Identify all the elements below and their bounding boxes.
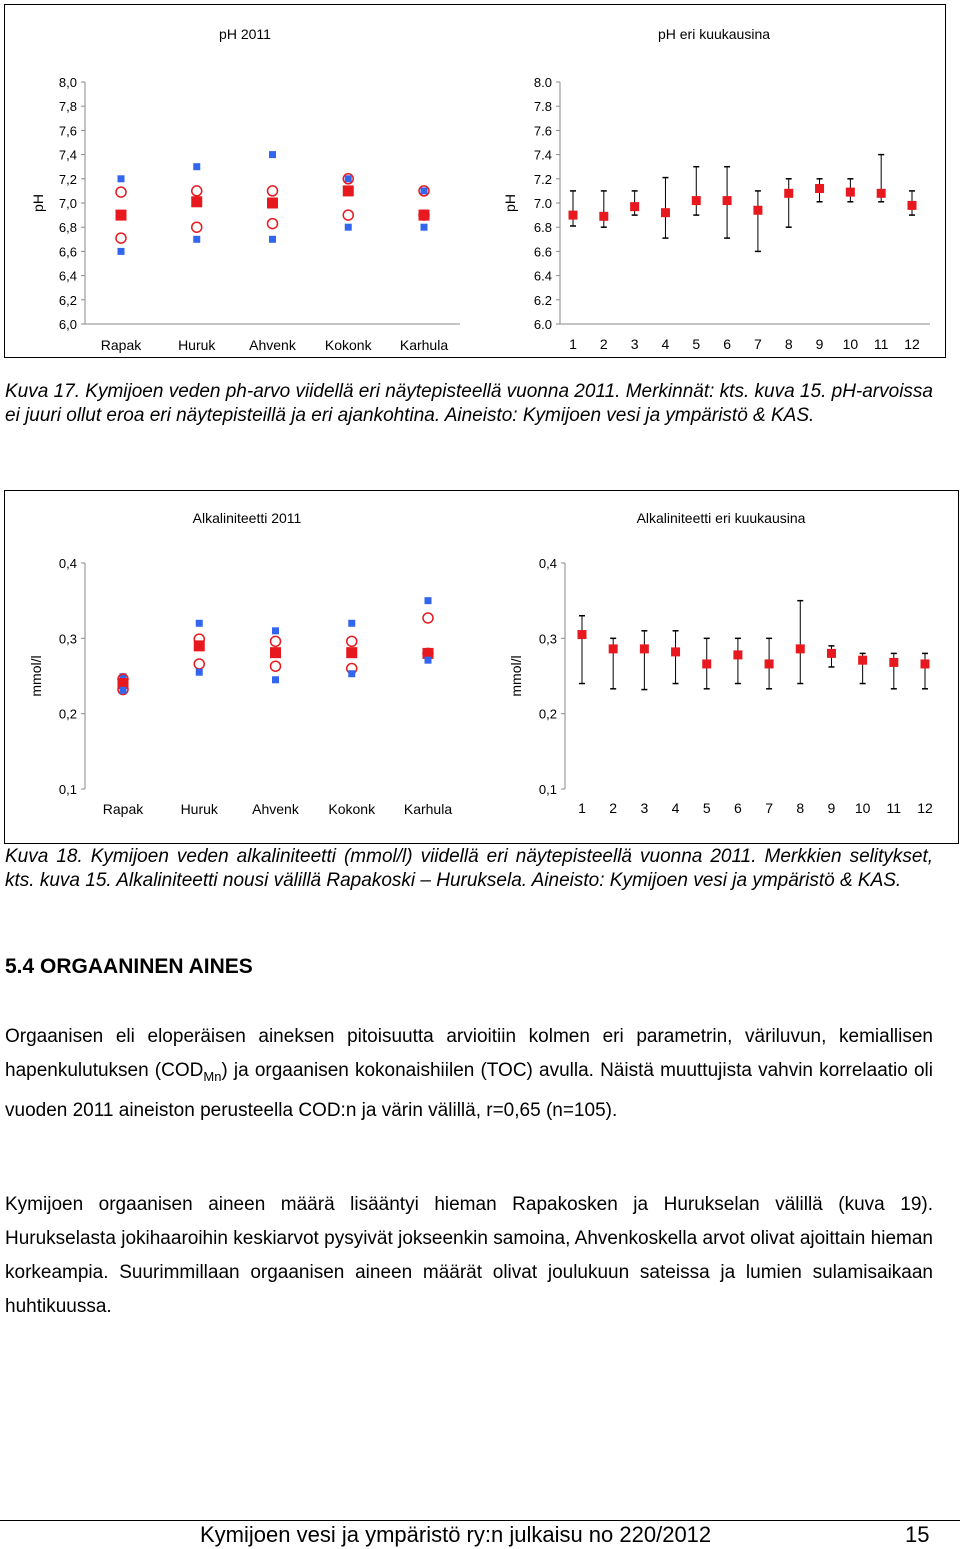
data-point-upper-quartile [271, 636, 281, 646]
data-point-lower-quartile [192, 222, 202, 232]
y-tick-label: 0,3 [538, 631, 557, 647]
x-tick-label: Rapak [100, 337, 142, 353]
x-tick-label: Ahvenk [249, 337, 296, 353]
figure-17-charts [5, 5, 945, 357]
x-tick-label: Kokonk [328, 801, 376, 817]
data-point-mean [733, 650, 742, 659]
x-tick-label: 2 [609, 800, 618, 816]
data-point-mean [578, 630, 587, 639]
paragraph-1-rest: ) ja orgaanisen kokonaishiilen (TOC) avulla. Näistä muuttujista vahvin korrelaatio oli vuoden 2011 aineiston perusteella COD:n ja värin välillä, r=0,65 (n=105). [5, 1060, 933, 1121]
y-tick-label: 0,4 [538, 556, 557, 571]
data-point-mean [858, 656, 867, 665]
y-tick-label: 7.0 [533, 196, 552, 211]
data-point-upper-quartile [192, 186, 202, 196]
x-tick-label: 2 [599, 336, 608, 352]
y-axis-label: pH [30, 194, 46, 212]
data-point-min [348, 670, 355, 677]
x-tick-label: 9 [815, 336, 824, 352]
figure-18-caption: Kuva 18. Kymijoen veden alkaliniteetti (mmol/l) viidellä eri näytepisteellä vuonna 2011. Merkkien selitykset, kts. kuva 15. Alkaliniteetti nousi välillä Rapakoski – Huruksela. Aineisto: Kymijoen vesi ja ympäristö & KAS. [5, 846, 933, 891]
data-point-max [348, 620, 355, 627]
x-tick-label: 12 [917, 800, 933, 816]
data-point-mean [827, 649, 836, 658]
data-point-mean [846, 188, 855, 197]
x-tick-label: 11 [873, 336, 889, 352]
x-tick-label: 8 [784, 336, 793, 352]
x-tick-label: Karhula [399, 337, 449, 353]
x-tick-label: 1 [569, 336, 577, 352]
data-point-mean [877, 189, 886, 198]
data-point-mean [702, 659, 711, 668]
x-tick-label: Ahvenk [252, 801, 299, 817]
x-tick-label: 3 [640, 800, 649, 816]
y-tick-label: 6,2 [58, 292, 77, 308]
y-tick-label: 7,4 [58, 147, 77, 163]
data-point-mean [661, 208, 670, 217]
data-point-min [421, 224, 428, 231]
data-point-lower-quartile [343, 210, 353, 220]
y-tick-label: 0,2 [538, 706, 557, 722]
data-point-upper-quartile [423, 613, 433, 623]
section-heading: 5.4 ORGAANINEN AINES [5, 955, 253, 978]
data-point-lower-quartile [116, 233, 126, 243]
x-tick-label: 10 [854, 800, 871, 816]
footer-rule [0, 1520, 960, 1521]
y-tick-label: 7,0 [58, 196, 77, 211]
data-point-mean [692, 196, 701, 205]
y-tick-label: 6,4 [58, 268, 77, 284]
x-tick-label: 10 [842, 336, 859, 352]
x-tick-label: Huruk [178, 337, 216, 353]
data-point-max [345, 175, 352, 182]
data-point-upper-quartile [347, 636, 357, 646]
data-point-mean [267, 198, 278, 209]
y-tick-label: 6.2 [533, 292, 552, 308]
data-point-mean [569, 211, 578, 220]
y-tick-label: 6.8 [533, 220, 552, 236]
y-tick-label: 0,4 [58, 556, 77, 571]
data-point-min [193, 236, 200, 243]
x-tick-label: Kokonk [324, 337, 372, 353]
data-point-max [118, 175, 125, 182]
footer-publication: Kymijoen vesi ja ympäristö ry:n julkaisu no 220/2012 [200, 1522, 712, 1547]
data-point-max [421, 187, 428, 194]
y-tick-label: 0,2 [58, 706, 77, 722]
cod-subscript: Mn [203, 1068, 222, 1084]
chart-title: Alkaliniteetti eri kuukausina [636, 510, 806, 526]
paragraph-2: Kymijoen orgaanisen aineen määrä lisääntyi hieman Rapakosken ja Hurukselan välillä (kuva 19). Hurukselasta jokihaaroihin keskiarvot pysyivät jokseenkin samoina, Ahvenkoskella arvot olivat ajoittain hieman korkeampia. Suurimmillaan orgaanisen aineen määrät olivat joulukuun sateissa ja lumien sulamisaikaan huhtikuussa. [5, 1194, 933, 1317]
data-point-lower-quartile [194, 659, 204, 669]
data-point-min [345, 224, 352, 231]
data-point-mean [753, 206, 762, 215]
data-point-upper-quartile [268, 186, 278, 196]
data-point-min [272, 676, 279, 683]
data-point-min [118, 248, 125, 255]
y-tick-label: 7.2 [533, 171, 552, 187]
y-tick-label: 6,8 [58, 220, 77, 236]
y-tick-label: 7,8 [58, 99, 77, 115]
data-point-max [425, 597, 432, 604]
y-tick-label: 6.4 [533, 268, 552, 284]
y-tick-label: 7,2 [58, 171, 77, 187]
x-tick-label: Rapak [102, 801, 144, 817]
y-axis-label: mmol/l [508, 655, 524, 697]
data-point-lower-quartile [268, 219, 278, 229]
data-point-mean [889, 658, 898, 667]
x-tick-label: 3 [630, 336, 639, 352]
data-point-mean [921, 659, 930, 668]
data-point-max [193, 163, 200, 170]
data-point-max [272, 627, 279, 634]
data-point-min [425, 657, 432, 664]
data-point-mean [640, 644, 649, 653]
y-tick-label: 8,0 [58, 75, 77, 90]
y-tick-label: 7,6 [58, 123, 77, 139]
data-point-max [269, 151, 276, 158]
data-point-mean [343, 185, 354, 196]
data-point-mean [784, 189, 793, 198]
x-tick-label: 1 [578, 800, 586, 816]
y-axis-label: pH [502, 194, 518, 212]
x-tick-label: Huruk [180, 801, 218, 817]
data-point-lower-quartile [271, 661, 281, 671]
page-number: 15 [905, 1522, 930, 1547]
x-tick-label: 12 [904, 336, 920, 352]
paragraph-1 [5, 1020, 933, 1128]
chart-title: Alkaliniteetti 2011 [192, 510, 302, 526]
x-tick-label: 5 [702, 800, 711, 816]
data-point-mean [270, 647, 281, 658]
data-point-mean [671, 647, 680, 656]
y-tick-label: 0,3 [58, 631, 77, 647]
data-point-mean [815, 184, 824, 193]
y-tick-label: 8.0 [533, 75, 552, 90]
y-tick-label: 6.0 [533, 317, 552, 332]
x-tick-label: 7 [754, 336, 762, 352]
data-point-max [196, 620, 203, 627]
paragraph-1-text: Orgaanisen eli eloperäisen aineksen pitoisuutta arvioitiin kolmen eri parametrin, väriluvun, kemiallisen hapenkulutuksen (COD [5, 1026, 933, 1081]
x-tick-label: 9 [827, 800, 836, 816]
data-point-mean [599, 212, 608, 221]
data-point-mean [194, 640, 205, 651]
data-point-min [269, 236, 276, 243]
y-axis-label: mmol/l [28, 655, 44, 697]
data-point-mean [630, 202, 639, 211]
x-tick-label: Karhula [403, 801, 453, 817]
x-tick-label: 5 [692, 336, 701, 352]
y-tick-label: 6,6 [58, 244, 77, 260]
figure-18-charts [5, 491, 958, 843]
data-point-mean [908, 201, 917, 210]
data-point-mean [346, 647, 357, 658]
figure-18 [4, 490, 959, 844]
y-tick-label: 7.8 [533, 99, 552, 115]
x-tick-label: 6 [723, 336, 731, 352]
y-tick-label: 0,1 [538, 782, 557, 797]
x-tick-label: 11 [886, 800, 902, 816]
data-point-mean [116, 210, 127, 221]
y-tick-label: 7.6 [533, 123, 552, 139]
x-tick-label: 4 [671, 800, 680, 816]
data-point-mean [609, 644, 618, 653]
figure-17 [4, 4, 946, 358]
chart-title: pH 2011 [219, 26, 271, 42]
x-tick-label: 7 [765, 800, 773, 816]
y-tick-label: 7.4 [533, 147, 552, 163]
data-point-min [120, 687, 127, 694]
x-tick-label: 8 [796, 800, 805, 816]
data-point-mean [765, 659, 774, 668]
y-tick-label: 0,1 [58, 782, 77, 797]
figure-17-caption: Kuva 17. Kymijoen veden ph-arvo viidellä eri näytepisteellä vuonna 2011. Merkinnät: kts. kuva 15. pH-arvoissa ei juuri ollut eroa eri näytepisteillä ja eri ajankohtina. Aineisto: Kymijoen vesi ja ympäristö & KAS. [5, 381, 933, 426]
y-tick-label: 6,0 [58, 317, 77, 332]
chart-title: pH eri kuukausina [657, 26, 771, 42]
data-point-mean [796, 644, 805, 653]
data-point-min [196, 669, 203, 676]
data-point-mean [191, 196, 202, 207]
y-tick-label: 6.6 [533, 244, 552, 260]
data-point-upper-quartile [116, 187, 126, 197]
x-tick-label: 4 [661, 336, 670, 352]
x-tick-label: 6 [734, 800, 742, 816]
data-point-mean [723, 196, 732, 205]
